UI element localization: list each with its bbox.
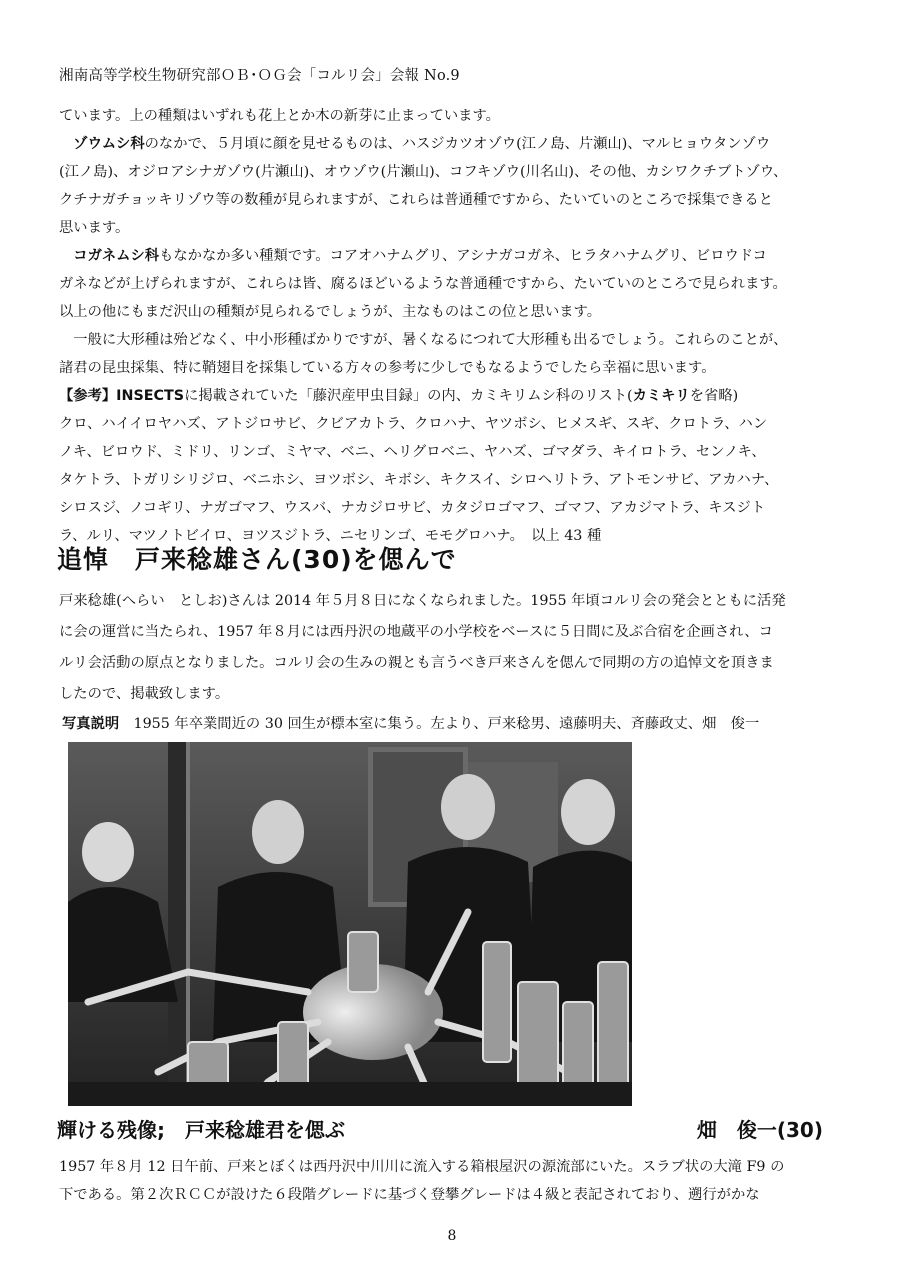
species-list-line: シロスジ、ノコギリ、ナガゴマフ、ウスバ、ナカジロサビ、カタジロゴマフ、ゴマフ、アカジマトラ、キスジト xyxy=(59,500,766,516)
text-line: 諸君の昆虫採集、特に鞘翅目を採集している方々の参考に少しでもなるようでしたら幸福に思います。 xyxy=(59,360,716,376)
essay-body xyxy=(59,1153,859,1209)
essay-author: 畑 俊一(30) xyxy=(696,1118,823,1142)
species-list-line: ノキ、ビロウド、ミドリ、リンゴ、ミヤマ、ベニ、ヘリグロベニ、ヤハズ、ゴマダラ、キイロトラ、センノキ、 xyxy=(59,444,766,460)
photo-illustration xyxy=(68,742,632,1106)
text-line: したので、掲載致します。 xyxy=(59,686,230,702)
memorial-title: 追悼 戸来稔雄さん(30)を偲んで xyxy=(57,545,457,574)
essay-title: 輝ける残像; 戸来稔雄君を偲ぶ xyxy=(57,1118,345,1142)
text-line: ガネなどが上げられますが、これらは皆、腐るほどいるような普通種ですから、たいていのところで見られます。 xyxy=(59,276,787,292)
text-line: 一般に大形種は殆どなく、中小形種ばかりですが、暑くなるにつれて大形種も出るでしょう。これらのことが、 xyxy=(73,332,788,348)
text-line: ルリ会活動の原点となりました。コルリ会の生みの親とも言うべき戸来さんを偲んで同期の方の追悼文を頂きま xyxy=(59,655,774,671)
text-line: ています。上の種類はいずれも花上とか木の新芽に止まっています。 xyxy=(59,108,500,124)
memorial-intro xyxy=(59,586,859,710)
reference-line: 【参考】INSECTSに掲載されていた「藤沢産甲虫目録」の内、カミキリムシ科のリスト(カミキリを省略) xyxy=(59,388,739,404)
photo-caption: 写真説明 1955 年卒業間近の 30 回生が標本室に集う。左より、戸来稔男、遠藤明夫、斉藤政丈、畑 俊一 xyxy=(62,716,760,732)
text-line: 戸来稔雄(へらい としお)さんは 2014 年５月８日になくなられました。1955 年頃コルリ会の発会とともに活発 xyxy=(59,593,786,609)
caption-label: 写真説明 xyxy=(62,716,120,732)
text-line: 下である。第２次ＲＣＣが設けた６段階グレードに基づく登攀グレードは４級と表記されており、遡行がかな xyxy=(59,1187,760,1203)
text-line: 以上の他にもまだ沢山の種類が見られるでしょうが、主なものはこの位と思います。 xyxy=(59,304,601,320)
species-list-line: ラ、ルリ、マツノトビイロ、ヨツスジトラ、ニセリンゴ、モモグロハナ。 以上 43 種 xyxy=(59,528,602,544)
paragraph-weevils: ゾウムシ科のなかで、５月頃に顔を見せるものは、ハスジカツオゾウ(江ノ島、片瀬山)、マルヒョウタンゾウ xyxy=(73,136,771,152)
text-line: に会の運営に当たられ、1957 年８月には西丹沢の地蔵平の小学校をベースに５日間に及ぶ合宿を企画され、コ xyxy=(59,624,773,640)
newsletter-header: 湘南高等学校生物研究部ＯＢ･ＯＧ会「コルリ会」会報 No.9 xyxy=(59,68,460,84)
bold-term: コガネムシ科 xyxy=(73,248,160,264)
species-list-line: クロ、ハイイロヤハズ、アトジロサビ、クビアカトラ、クロハナ、ヤツボシ、ヒメスギ、スギ、クロトラ、ハン xyxy=(59,416,768,432)
text-line: (江ノ島)、オジロアシナガゾウ(片瀬山)、オウゾウ(片瀬山)、コフキゾウ(川名山)、その他、カシワクチブトゾウ、 xyxy=(59,164,788,180)
bold-term: ゾウムシ科 xyxy=(73,136,145,152)
text-line: 思います。 xyxy=(59,220,130,236)
insect-article-section xyxy=(59,102,859,550)
text-line: 1957 年８月 12 日午前、戸来とぼくは西丹沢中川川に流入する箱根屋沢の源流部にいた。スラブ状の大滝 F9 の xyxy=(59,1159,785,1175)
reference-label: 【参考】INSECTS xyxy=(59,388,185,404)
text-line: クチナガチョッキリゾウ等の数種が見られますが、これらは普通種ですから、たいていのところで採集できると xyxy=(59,192,773,208)
paragraph-scarabs: コガネムシ科もなかなか多い種類です。コアオハナムグリ、アシナガコガネ、ヒラタハナムグリ、ビロウドコ xyxy=(73,248,767,264)
species-list-line: タケトラ、トガリシリジロ、ベニホシ、ヨツボシ、キボシ、キクスイ、シロヘリトラ、アトモンサビ、アカハナ、 xyxy=(59,472,779,488)
page-number: 8 xyxy=(447,1228,457,1244)
group-photo xyxy=(68,742,632,1106)
